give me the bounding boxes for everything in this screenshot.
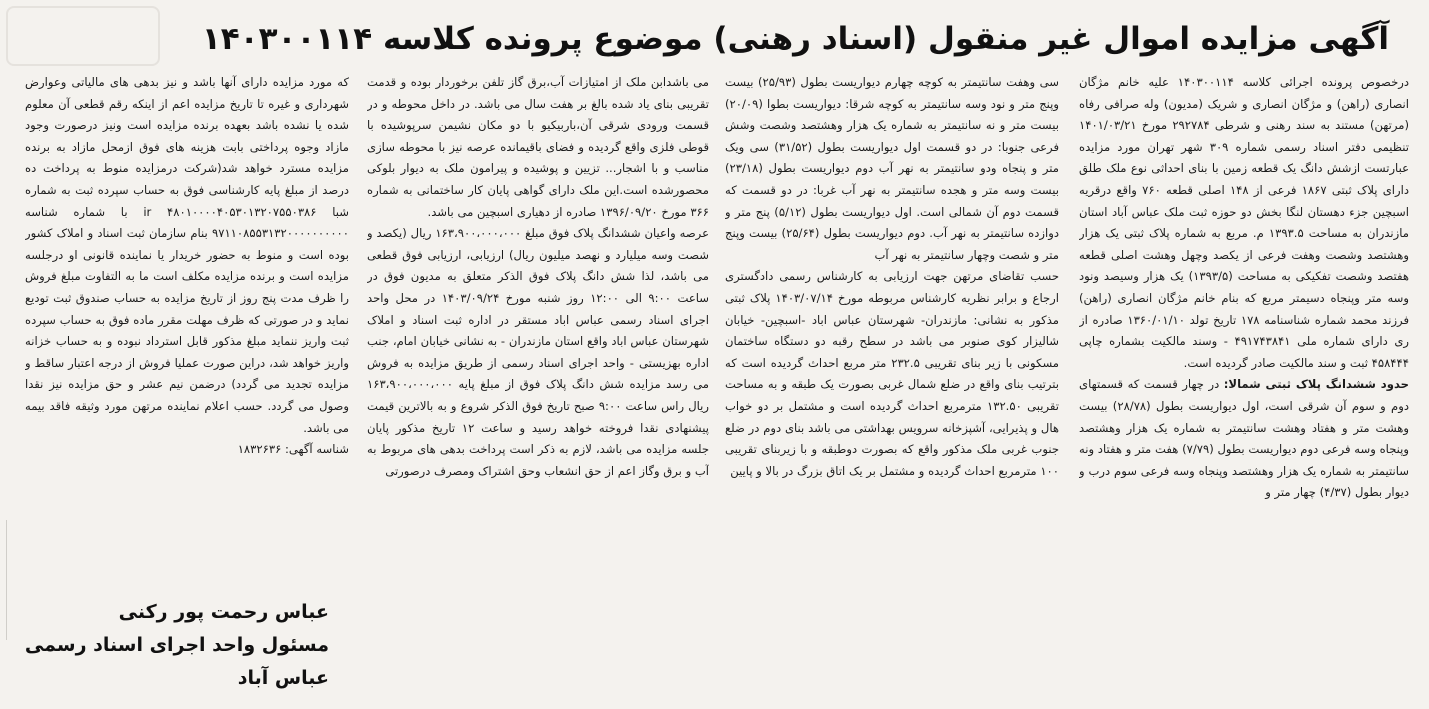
notice-headline: آگهی مزایده اموال غیر منقول (اسناد رهنی) موضوع پرونده کلاسه ۱۴۰۳۰۰۱۱۴: [201, 21, 1389, 57]
column-2-paragraph-2: حسب تقاضای مرتهن جهت ارزیابی به کارشناس رسمی دادگستری ارجاع و برابر نظریه کارشناس مربوطه مورخ ۱۴۰۳/۰۷/۱۴ پلاک ثبتی مذکور به نشانی: مازندران- شهرستان عباس اباد -اسبچین- خیابان شالیزار کوی صنوبر می باشد در سطح رقبه دو دستگاه ساختمان مسکونی با زیر بنای تقریبی ۲۳۲.۵ متر مربع احداث گردیده است که بترتیب بنای واقع در ضلع شمال غربی بصورت یک طبقه و به مساحت تقریبی ۱۳۲.۵۰ مترمربع احداث گردیده است و مشتمل بر دو خواب هال و پذیرایی، آشپزخانه سرویس بهداشتی می باشد بنای دوم در ضلع جنوب غربی ملک مذکور واقع که بصورت دوطبقه و با زیربنای تقریبی ۱۰۰ مترمربع احداث گردیده و مشتمل بر یک اتاق بزرگ در بالا و پایین: [725, 269, 1059, 478]
signatory-title: مسئول واحد اجرای اسناد رسمی: [24, 634, 329, 656]
signatory-name: عباس رحمت پور رکنی: [118, 601, 329, 623]
column-3-paragraph-2: عرصه واعیان ششدانگ پلاک فوق مبلغ ۱۶۳،۹۰۰،۰۰۰،۰۰۰ ریال (یکصد و شصت وسه میلیارد و نهصد میلیون ریال) ارزیابی، ارزیابی فوق قطعی می باشد، لذا شش دانگ پلاک فوق الذکر متعلق به مدیون فوق در ساعت ۹:۰۰ الی ۱۲:۰۰ روز شنبه مورخ ۱۴۰۳/۰۹/۲۴ در محل واحد اجرای اسناد رسمی عباس اباد مستقر در اداره ثبت اسناد و املاک شهرستان عباس اباد واقع استان مازندران - به نشانی خیابان امام، جنب اداره بهزیستی - واحد اجرای اسناد رسمی از طریق مزایده به فروش می رسد مزایده شش دانگ پلاک فوق از مبلغ پایه ۱۶۳،۹۰۰،۰۰۰،۰۰۰ ریال راس ساعت ۹:۰۰ صبح تاریخ فوق الذکر شروع و به بالاترین قیمت پیشنهادی نقدا فروخته خواهد رسید و ساعت ۱۲ تاریخ مذکور پایان جلسه مزایده می باشد، لازم به ذکر است پرداخت بدهی های مربوط به آب و برق وگاز اعم از حق انشعاب وحق اشتراک ومصرف درصورتی: [367, 226, 709, 478]
column-1-boundary-paragraph: [1079, 374, 1409, 504]
column-1-paragraph-1: درخصوص پرونده اجرائی کلاسه ۱۴۰۳۰۰۱۱۴ علیه خانم مژگان انصاری (راهن) و مژگان انصاری و شریک (مدیون) وله صرافی رفاه (مرتهن) مستند به سند رهنی و شرطی ۲۹۲۷۸۴ مورخ ۱۴۰۱/۰۳/۲۱ تنظیمی دفتر اسناد رسمی شماره ۳۰۹ شهر تهران مورد مزایده عبارتست ازشش دانگ یک قطعه زمین با بنای احداثی نوع ملک طلق دارای پلاک ثبتی ۱۸۶۷ فرعی از ۱۴۸ اصلی قطعه ۷۶۰ واقع درقریه اسبچین جزء دهستان لنگا بخش دو حوزه ثبت ملک عباس آباد استان مازندران به مساحت ۱۳۹۳.۵ م. مربع به شماره پلاک ثبتی یک هزار وهشتصد وشصت وهفت فرعی از یکصد وچهل وهشت اصلی قطعه هفتصد وشصت تفکیکی به مساحت (۱۳۹۳/۵) یک هزار وسیصد ونود وسه متر وپنجاه دسیمتر مربع که بنام خانم مژگان انصاری (راهن) فرزند محمد شماره شناسنامه ۱۷۸ تاریخ تولد ۱۳۶۰/۰۱/۱۰ صادره از ری دارای شماره ملی ۴۹۱۷۴۳۸۴۱ - وسند مالکیت بشماره چاپی ۴۵۸۴۴۴ ثبت و سند مالکیت صادر گردیده است.: [1079, 75, 1409, 370]
column-2-paragraph-1: سی وهفت سانتیمتر به کوچه چهارم دیواریست بطول (۲۵/۹۳) بیست وپنج متر و نود وسه سانتیمتر به کوچه شرقا: دیواریست بطوا (۲۰/۰۹) بیست متر و نه سانتیمتر به شماره یک هزار وهشتصد وشصت وشش فرعی جنوبا: در دو قسمت اول دیواریست بطول (۳۱/۵۲) سی ویک متر و پنجاه ودو سانتیمتر به نهر آب دوم دیواریست بطول (۲۳/۱۸) بیست وسه متر و هجده سانتیمتر به نهر آب غربا: در دو قسمت که قسمت دوم آن شمالی است. اول دیواریست بطول (۵/۱۲) پنج متر و دوازده سانتیمتر به نهر آب. دوم دیواریست بطول (۲۵/۶۴) بیست وپنج متر و شصت وچهار سانتیمتر به نهر آب: [725, 75, 1059, 262]
text-column-2: [725, 72, 1059, 704]
faded-masthead-mark: [6, 6, 160, 66]
text-column-1: [1079, 72, 1409, 704]
signature-block: [24, 596, 329, 695]
boundary-north-text: در چهار قسمت که قسمتهای دوم و سوم آن شرقی است، اول دیواریست بطول (۲۸/۷۸) بیست وهشت متر و هفتاد وهشت سانتیمتر به شماره یک هزار وهشتصد وپنجاه وسه فرعی دوم دیواریست بطول (۷/۷۹) هفت متر و هفتاد ونه سانتیمتر به شماره یک هزار وهشتصد وپنجاه وسه فرعی سوم درب و دیوار بطول (۴/۳۷) چهار متر و: [1079, 377, 1409, 500]
signatory-office: عباس آباد: [237, 667, 329, 689]
column-4-paragraph-1: که مورد مزایده دارای آنها باشد و نیز بدهی های مالیاتی وعوارض شهرداری و غیره تا تاریخ مزایده اعم از اینکه رقم قطعی آن معلوم شده یا نشده باشد بعهده برنده مزایده است ونیز درصورت وجود مازاد وجوه پرداختی بابت هزینه های فوق ازمحل مازاد به برنده مزایده مسترد خواهد شد(شرکت درمزایده منوط به پرداخت ده درصد از مبلغ پایه کارشناسی فوق به حساب سپرده ثبت به شماره شبا ir ۴۸۰۱۰۰۰۰۴۰۵۳۰۱۳۲۰۷۵۵۰۳۸۶ با شماره شناسه ۹۷۱۱۰۸۵۵۳۱۳۲۰۰۰۰۰۰۰۰۰۰ بنام سازمان ثبت اسناد و املاک کشور بوده است و منوط به حضور خریدار یا نماینده قانونی او درجلسه مزایده است و برنده مزایده مکلف است ما به التفاوت مبلغ فروش را ظرف مدت پنج روز از تاریخ مزایده به حساب صندوق ثبت تودیع نماید و در صورتی که ظرف مهلت مقرر ماده فوق به حساب سپرده ثبت واریز ننماید مبلغ مذکور قابل استرداد نبوده و به حساب خزانه واریز خواهد شد، دراین صورت عملیا فروش از درجه اعتبار ساقط و مزایده تجدید می گردد) درضمن نیم عشر و حق مزایده نیز نقدا وصول می گردد. حسب اعلام نماینده مرتهن مورد وثیقه فاقد بیمه می باشد.: [25, 75, 349, 435]
notice-id: شناسه آگهی: ۱۸۳۲۶۳۶: [237, 442, 349, 457]
text-column-4: [25, 72, 349, 580]
page-edge-mark: [0, 520, 7, 640]
text-column-3: [367, 72, 709, 704]
column-3-paragraph-1: می باشدابن ملک از امتیازات آب،برق گاز تلفن برخوردار بوده و قدمت تقریبی بنای یاد شده بالغ بر هفت سال می باشد. در داخل محوطه و در قسمت ورودی شرقی آن،باربیکیو با دو مکان نشیمن سرپوشیده با قوطی فلزی واقع گردیده و فضای باقیمانده عرصه نیز با محوطه سازی مناسب و با اشجار... تزیین و پوشیده و پیرامون ملک به دیوار بلوکی محصورشده است.این ملک دارای گواهی پایان کار ساختمانی به شماره ۳۶۶ مورخ ۱۳۹۶/۰۹/۲۰ صادره از دهیاری اسبچین می باشد.: [367, 75, 709, 219]
boundary-subheading: حدود ششدانگ پلاک ثبتی شمالا:: [1223, 377, 1409, 392]
